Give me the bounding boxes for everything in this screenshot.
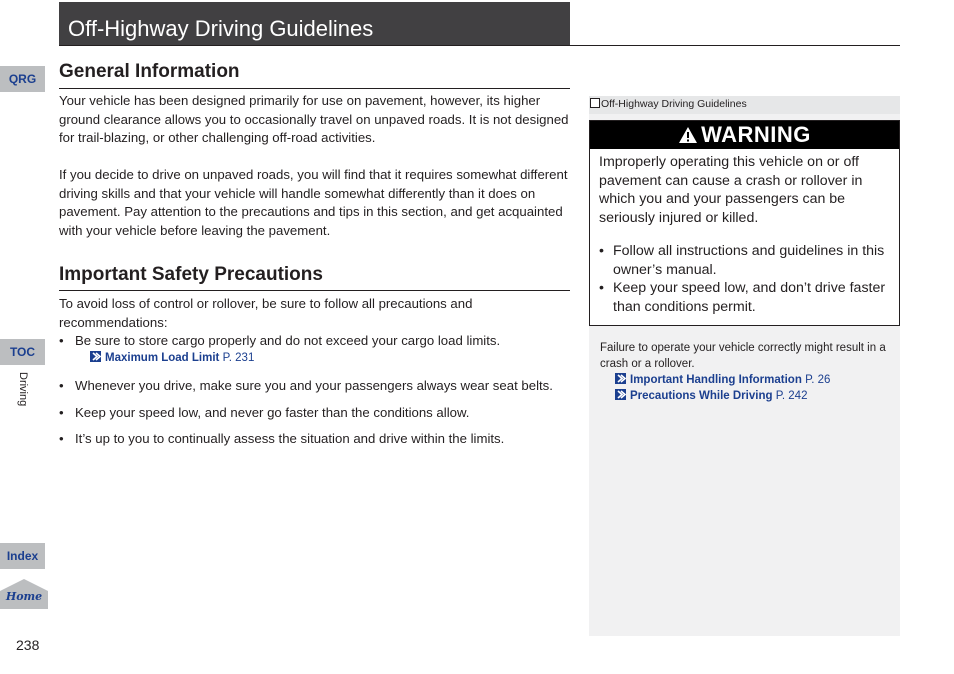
bullet-dot: • bbox=[599, 243, 604, 259]
link-arrow-icon bbox=[615, 389, 626, 400]
general-info-para-2: If you decide to drive on unpaved roads, you will find that it requires somewhat different driving skills and that your vehicle will handle somewhat differently than it does on pavement. Pay attention to the precautions and tips in this section, and get acquainted with your vehicle before leaving the pavement. bbox=[59, 167, 568, 238]
general-info-heading: General Information bbox=[59, 61, 240, 82]
general-info-para-1: Your vehicle has been designed primarily for use on pavement, however, its higher ground clearance allows you to occasionally travel on unpaved roads. It is not designed for trail-blazing, or other challenging off-road activities. bbox=[59, 93, 569, 145]
safety-rule bbox=[59, 290, 570, 291]
bullet-dot: • bbox=[59, 378, 64, 393]
bullet-dot: • bbox=[59, 405, 64, 420]
warning-text: Improperly operating this vehicle on or off pavement can cause a crash or rollover in which you and your passengers can be seriously injured or killed. bbox=[599, 154, 863, 226]
note-marker-icon bbox=[590, 98, 600, 108]
page-number: 238 bbox=[16, 637, 40, 653]
home-icon bbox=[0, 578, 48, 610]
link-arrow-icon bbox=[615, 373, 626, 384]
title-divider bbox=[59, 45, 900, 46]
link-arrow-icon bbox=[90, 351, 101, 362]
home-label: Home bbox=[5, 590, 43, 603]
toc-tab[interactable]: TOC bbox=[0, 339, 45, 365]
safety-heading: Important Safety Precautions bbox=[59, 264, 323, 285]
ref-precautions-while-driving[interactable]: Precautions While Driving P. 242 bbox=[615, 389, 807, 403]
safety-intro: To avoid loss of control or rollover, be sure to follow all precautions and recommendations: bbox=[59, 296, 473, 330]
bullet-dot: • bbox=[59, 431, 64, 446]
warning-label: WARNING bbox=[701, 122, 811, 147]
index-tab[interactable]: Index bbox=[0, 543, 45, 569]
warning-header bbox=[590, 121, 899, 149]
bullet-dot: • bbox=[59, 333, 64, 348]
sidebar-heading: Off-Highway Driving Guidelines bbox=[590, 98, 747, 110]
section-label: Driving bbox=[17, 372, 29, 407]
general-info-rule bbox=[59, 88, 570, 89]
qrg-tab[interactable]: QRG bbox=[0, 66, 45, 92]
bullet-dot: • bbox=[599, 280, 604, 296]
warning-icon bbox=[678, 126, 698, 144]
page-title-bar bbox=[59, 2, 570, 46]
sidebar-note: Failure to operate your vehicle correctly might result in a crash or a rollover. bbox=[600, 342, 886, 370]
page-title: Off-Highway Driving Guidelines bbox=[68, 16, 374, 41]
warning-box: WARNING Improperly operating this vehicle on or off pavement can cause a crash or rollover in which you and your passengers can be seriously injured or killed. • Follow all instructions and guidelines in this owner’s manual. • Keep your speed low, and don’t drive faster than conditions permit. bbox=[589, 120, 900, 326]
ref-important-handling[interactable]: Important Handling Information P. 26 bbox=[615, 373, 830, 387]
home-button[interactable] bbox=[0, 578, 48, 610]
ref-maximum-load-limit[interactable]: Maximum Load Limit P. 231 bbox=[90, 351, 254, 365]
